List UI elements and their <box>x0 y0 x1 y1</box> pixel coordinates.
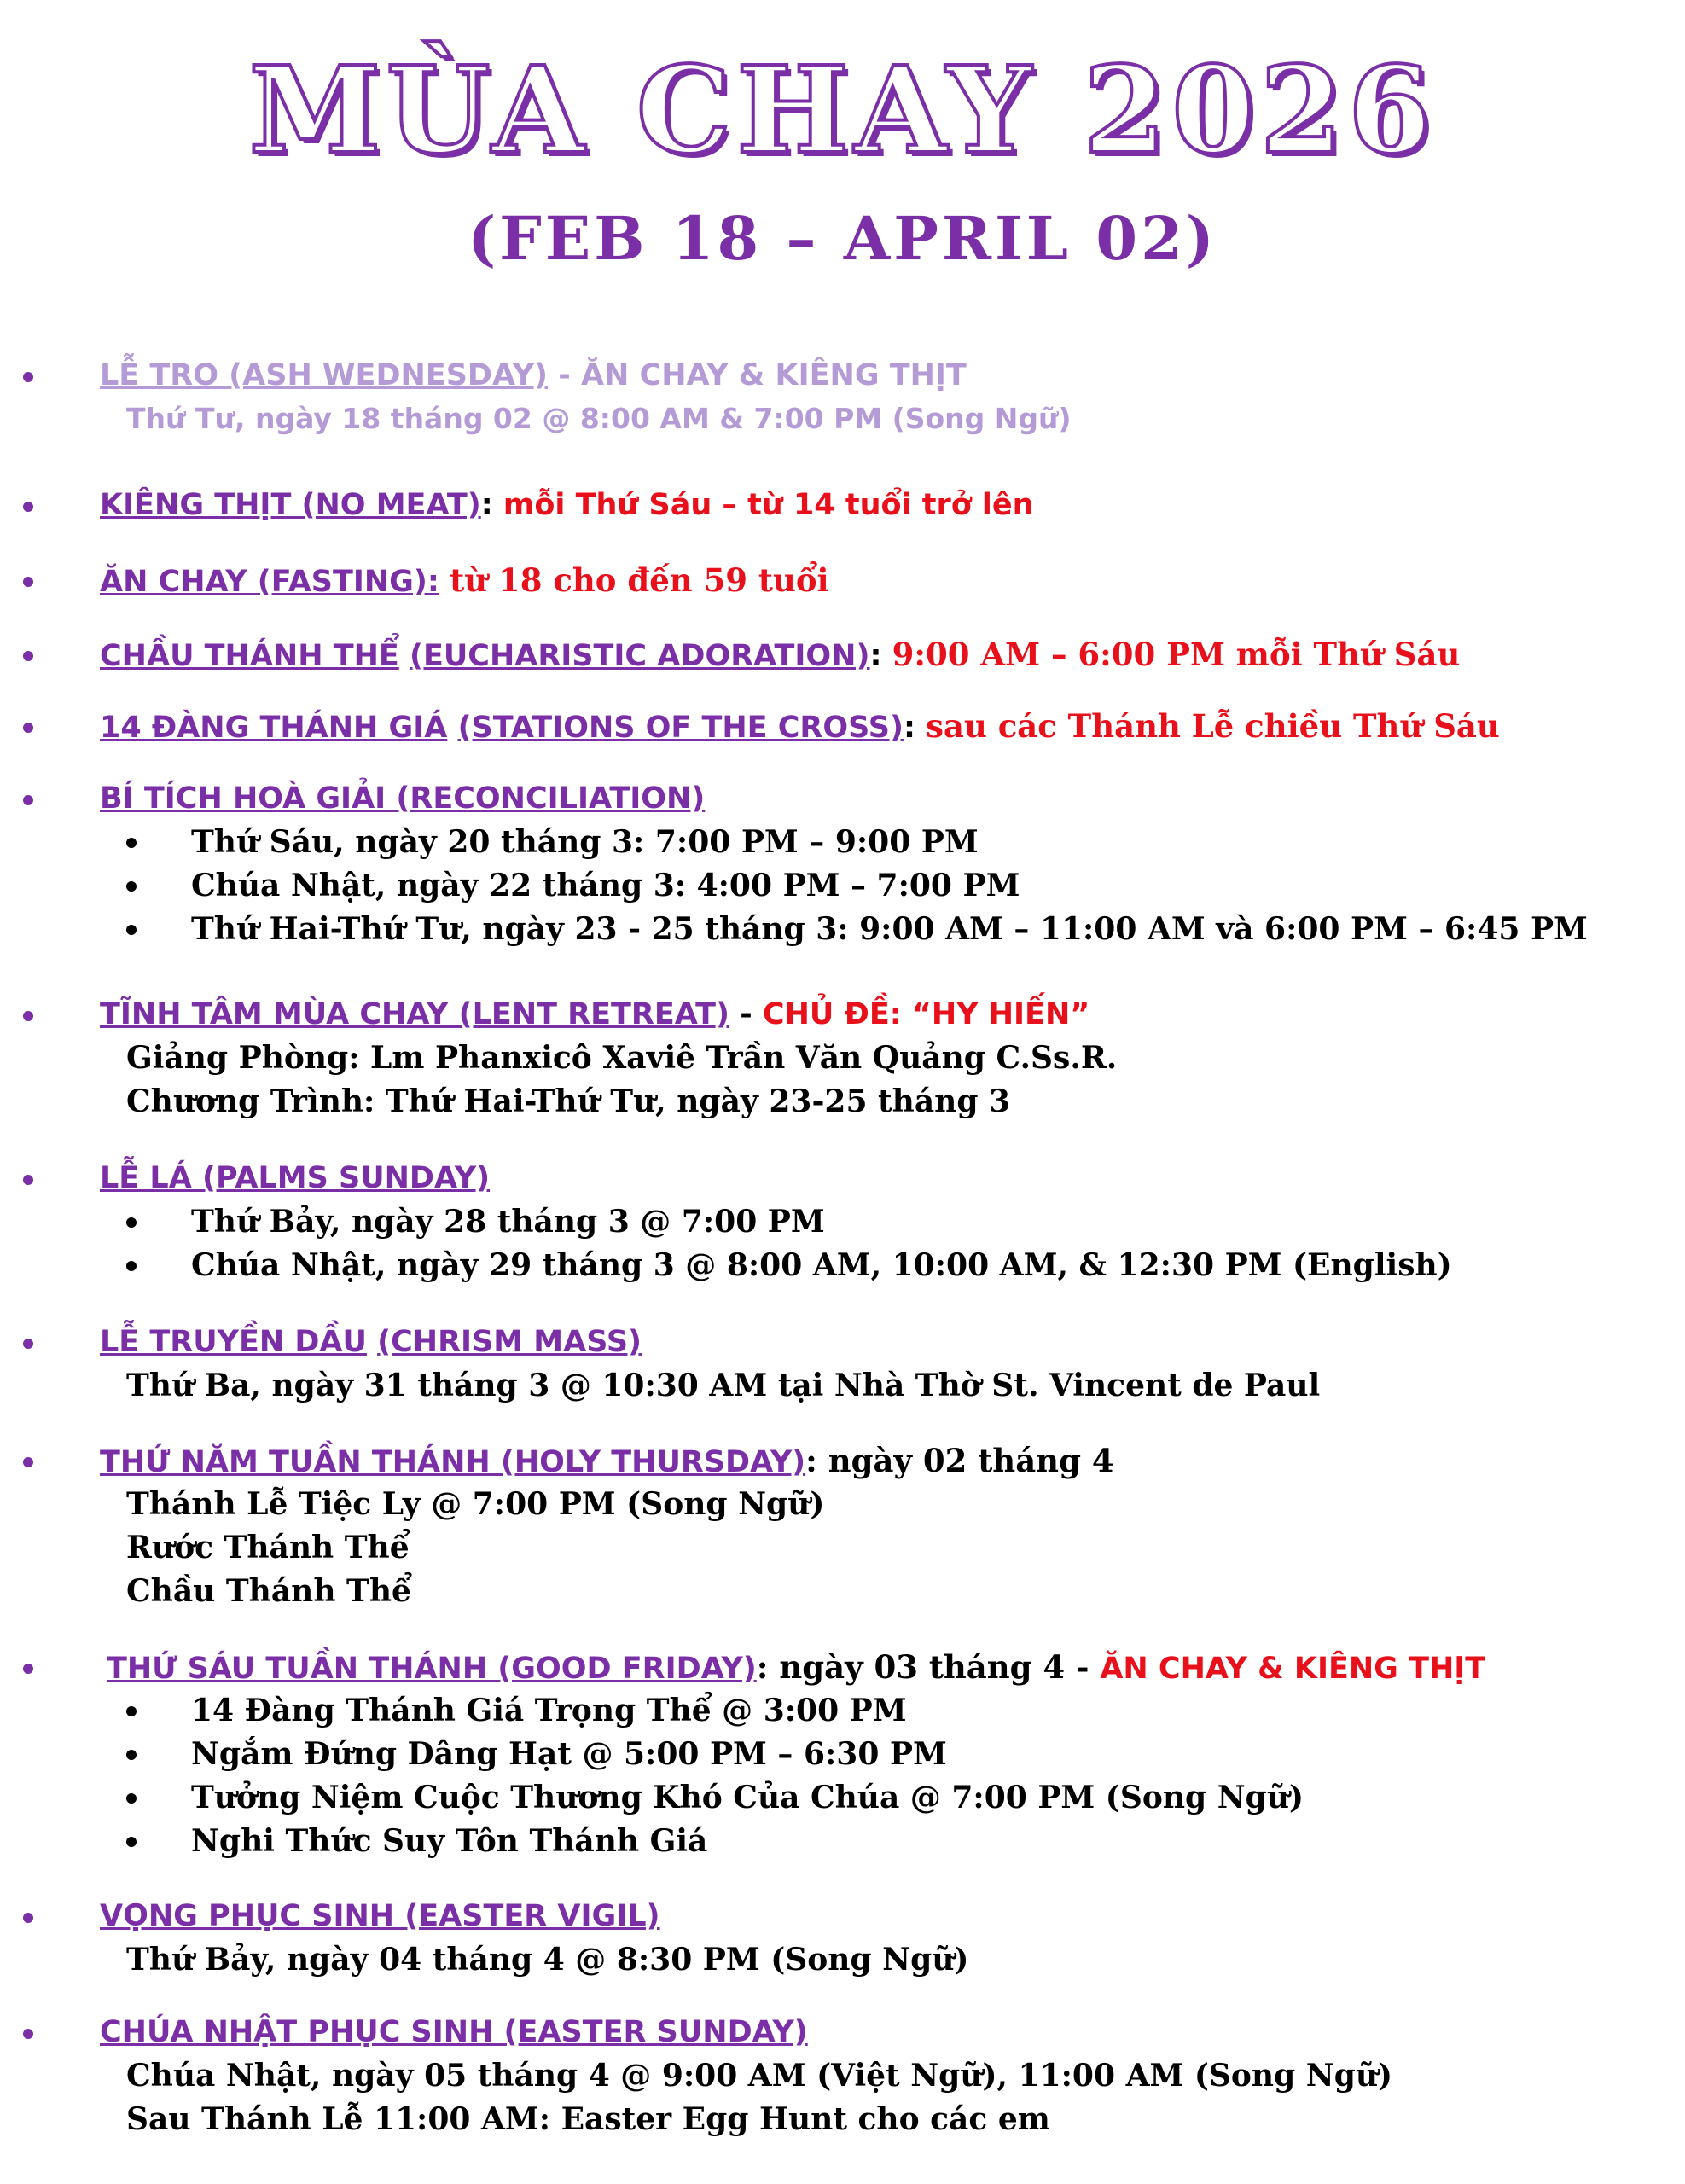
section-heading <box>100 1894 660 1938</box>
detail-line: Thứ Ba, ngày 31 tháng 3 @ 10:30 AM tại Nhà Thờ St. Vincent de Paul <box>126 1368 1321 1403</box>
bullet-icon <box>126 1793 137 1804</box>
section-heading: THỨ NĂM TUẦN THÁNH (HOLY THURSDAY): ngày 02 tháng 4 <box>100 1442 1114 1479</box>
section-heading: CHẦU THÁNH THỂ (EUCHARISTIC ADORATION): 9:00 AM – 6:00 PM mỗi Thứ Sáu <box>100 636 1461 673</box>
section-note: ĂN CHAY & KIÊNG THỊT <box>1100 1652 1486 1686</box>
bullet-icon <box>23 1175 33 1185</box>
detail-line: Thứ Tư, ngày 18 tháng 02 @ 8:00 AM & 7:00 PM (Song Ngữ) <box>126 402 1072 435</box>
bullet-icon <box>23 723 33 733</box>
page-subtitle: (FEB 18 – APRIL 02) <box>468 203 1217 274</box>
section-label-en: (STATIONS OF THE CROSS) <box>457 711 904 745</box>
section-label: CHẦU THÁNH THỂ <box>100 639 399 673</box>
bullet-icon <box>23 2029 33 2039</box>
bullet-icon <box>126 1706 137 1716</box>
section-note: 9:00 AM – 6:00 PM mỗi Thứ Sáu <box>892 636 1461 673</box>
bullet-icon <box>126 1217 137 1228</box>
section-label-en: (CHRISM MASS) <box>377 1325 642 1359</box>
section-heading <box>100 1320 642 1364</box>
bullet-icon <box>126 925 137 935</box>
section-note: sau các Thánh Lễ chiều Thứ Sáu <box>926 707 1500 745</box>
detail-line: Thứ Bảy, ngày 04 tháng 4 @ 8:30 PM (Song Ngữ) <box>126 1942 969 1978</box>
section-label: LỄ TRO (ASH WEDNESDAY) <box>100 358 549 392</box>
section-label: LỄ LÁ (PALMS SUNDAY) <box>100 1161 491 1195</box>
bullet-icon <box>126 1750 137 1760</box>
bullet-icon <box>126 1837 137 1847</box>
section-heading <box>100 558 829 604</box>
section-heading <box>100 2010 808 2054</box>
detail-line: Sau Thánh Lễ 11:00 AM: Easter Egg Hunt cho các em <box>126 2101 1050 2137</box>
bullet-icon <box>23 1457 33 1467</box>
section-heading: THỨ SÁU TUẦN THÁNH (GOOD FRIDAY): ngày 03 tháng 4 - ĂN CHAY & KIÊNG THỊT <box>107 1648 1486 1686</box>
section-label: CHÚA NHẬT PHỤC SINH (EASTER SUNDAY) <box>100 2015 808 2049</box>
bullet-icon <box>23 1011 33 1021</box>
section-label: THỨ SÁU TUẦN THÁNH (GOOD FRIDAY) <box>107 1652 757 1686</box>
detail-line: Chầu Thánh Thể <box>126 1573 411 1609</box>
bullet-icon <box>126 881 137 892</box>
section-note: CHỦ ĐỀ: “HY HIẾN” <box>762 997 1090 1031</box>
section-label: KIÊNG THỊT (NO MEAT) <box>100 488 481 522</box>
section-label: BÍ TÍCH HOÀ GIẢI (RECONCILIATION) <box>100 781 706 816</box>
detail-line: Giảng Phòng: Lm Phanxicô Xaviê Trần Văn Quảng C.Ss.R. <box>126 1040 1118 1076</box>
bullet-icon <box>23 1664 33 1674</box>
section-label: TĨNH TÂM MÙA CHAY (LENT RETREAT) <box>100 997 730 1031</box>
detail-line: Rước Thánh Thể <box>126 1530 410 1565</box>
bullet-icon <box>126 838 137 848</box>
bullet-icon <box>23 651 33 661</box>
section-heading: 14 ĐÀNG THÁNH GIÁ (STATIONS OF THE CROSS): sau các Thánh Lễ chiều Thứ Sáu <box>100 707 1500 745</box>
section-heading: KIÊNG THỊT (NO MEAT): mỗi Thứ Sáu – từ 14 tuổi trở lên <box>100 488 1034 522</box>
section-label: VỌNG PHỤC SINH (EASTER VIGIL) <box>100 1899 660 1933</box>
bullet-icon <box>23 1913 33 1923</box>
section-label-en: (EUCHARISTIC ADORATION) <box>409 639 870 673</box>
detail-line: Chương Trình: Thứ Hai-Thứ Tư, ngày 23-25 tháng 3 <box>126 1083 1011 1119</box>
section-heading: TĨNH TÂM MÙA CHAY (LENT RETREAT) - CHỦ ĐỀ: “HY HIẾN” <box>100 997 1090 1031</box>
section-label: THỨ NĂM TUẦN THÁNH (HOLY THURSDAY) <box>100 1445 806 1479</box>
page-title: MÙA CHAY 2026 <box>248 41 1437 181</box>
section-label: 14 ĐÀNG THÁNH GIÁ <box>100 711 448 745</box>
bullet-icon <box>23 502 33 512</box>
detail-line: Chúa Nhật, ngày 05 tháng 4 @ 9:00 AM (Việt Ngữ), 11:00 AM (Song Ngữ) <box>126 2058 1393 2094</box>
bullet-icon <box>23 795 33 805</box>
detail-line: Thánh Lễ Tiệc Ly @ 7:00 PM (Song Ngữ) <box>126 1486 825 1522</box>
section-label: LỄ TRUYỀN DẦU <box>100 1325 367 1359</box>
section-heading: LỄ TRO (ASH WEDNESDAY) - ĂN CHAY & KIÊNG THỊT <box>100 358 967 392</box>
section-heading <box>100 776 705 821</box>
bullet-icon <box>126 1261 137 1271</box>
bullet-icon <box>23 577 33 587</box>
section-note: từ 18 cho đến 59 tuổi <box>450 561 829 599</box>
bullet-icon <box>23 1339 33 1349</box>
section-heading <box>100 1156 490 1200</box>
section-note: ĂN CHAY & KIÊNG THỊT <box>580 358 967 392</box>
section-label: ĂN CHAY (FASTING): <box>100 565 439 599</box>
bullet-icon <box>23 372 33 382</box>
section-note: mỗi Thứ Sáu – từ 14 tuổi trở lên <box>503 488 1034 522</box>
